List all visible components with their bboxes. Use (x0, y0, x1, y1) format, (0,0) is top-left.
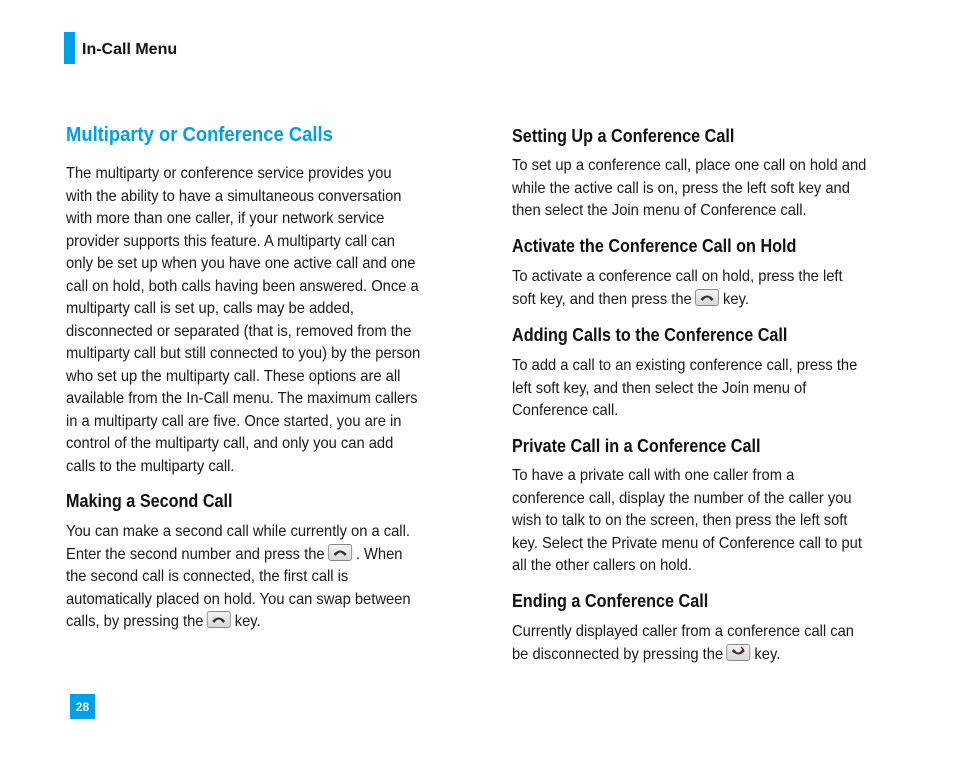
text-line: To activate a conference call on hold, press the left (512, 268, 843, 285)
intro-line: who set up the multiparty call. These options are all (66, 367, 401, 385)
activate-paragraph (512, 266, 843, 311)
intro-line: The multiparty or conference service provides you (66, 165, 392, 182)
intro-paragraph (66, 163, 420, 478)
intro-line: disconnected or separated (that is, removed from the (66, 322, 412, 340)
text-line (512, 289, 843, 312)
text-line: To add a call to an existing conference call, press the (512, 357, 858, 374)
text-line: You can make a second call while currently on a call. (66, 523, 410, 540)
intro-line: multiparty call is set up, calls may be added, (66, 300, 354, 317)
text-fragment: calls, by pressing the (66, 613, 204, 630)
text-line: all the other callers on hold. (512, 557, 693, 574)
text-line: wish to talk to on the screen, then press the left soft (512, 512, 848, 529)
text-line: while the active call is on, press the left soft key and (512, 179, 850, 197)
heading-private: Private Call in a Conference Call (512, 436, 761, 456)
page-number: 28 (70, 694, 95, 719)
ending-paragraph (512, 621, 854, 666)
text-line: left soft key, and then select the Join menu of (512, 379, 807, 397)
text-line: Currently displayed caller from a conference call can (512, 623, 854, 640)
intro-line: provider supports this feature. A multiparty call can (66, 232, 395, 250)
send-key-icon (328, 544, 352, 561)
private-paragraph (512, 465, 862, 578)
text-line: automatically placed on hold. You can swap between (66, 590, 411, 608)
text-line (66, 611, 411, 634)
heading-adding: Adding Calls to the Conference Call (512, 325, 788, 345)
second-call-paragraph (66, 521, 411, 634)
section-title: In-Call Menu (82, 41, 178, 58)
intro-line: available from the In-Call menu. The maximum callers (66, 390, 418, 407)
heading-setup: Setting Up a Conference Call (512, 126, 735, 146)
text-fragment: key. (234, 613, 261, 630)
send-key-icon (207, 611, 231, 628)
page-title: Multiparty or Conference Calls (66, 124, 333, 146)
heading-second-call: Making a Second Call (66, 491, 233, 511)
text-fragment: key. (754, 645, 781, 663)
adding-paragraph (512, 355, 857, 423)
text-fragment: be disconnected by pressing the (512, 645, 724, 663)
text-line: Conference call. (512, 402, 619, 419)
intro-line: calls to the multiparty call. (66, 457, 235, 475)
intro-line: with more than one caller, if your network service (66, 210, 385, 227)
intro-line: only be set up when you have one active call and one (66, 255, 416, 272)
text-line: the second call is connected, the first call is (66, 568, 349, 585)
intro-line: multiparty call but still connected to you) by the person (66, 345, 421, 362)
heading-ending: Ending a Conference Call (512, 591, 709, 611)
text-line: key. Select the Private menu of Conference call to put (512, 534, 862, 552)
heading-activate: Activate the Conference Call on Hold (512, 236, 797, 256)
text-fragment: Enter the second number and press the (66, 545, 325, 563)
header-accent-bar (64, 32, 75, 64)
text-fragment: soft key, and then press the (512, 290, 692, 308)
text-line (512, 644, 854, 667)
intro-line: call on hold, both calls having been answered. Once a (66, 277, 419, 295)
text-line: conference call, display the number of the caller you (512, 489, 852, 507)
text-line (66, 544, 411, 567)
intro-line: with the ability to have a simultaneous conversation (66, 187, 402, 205)
send-key-icon (695, 289, 719, 306)
text-line: then select the Join menu of Conference call. (512, 202, 807, 219)
text-line: To set up a conference call, place one call on hold and (512, 157, 867, 174)
text-line: To have a private call with one caller from a (512, 467, 795, 484)
end-key-icon (727, 644, 751, 661)
text-fragment: key. (723, 290, 749, 308)
setup-paragraph (512, 155, 866, 223)
intro-line: in a multiparty call are five. Once started, you are in (66, 412, 402, 430)
text-fragment: . When (355, 545, 403, 563)
intro-line: control of the multiparty call, and only you can add (66, 435, 394, 452)
